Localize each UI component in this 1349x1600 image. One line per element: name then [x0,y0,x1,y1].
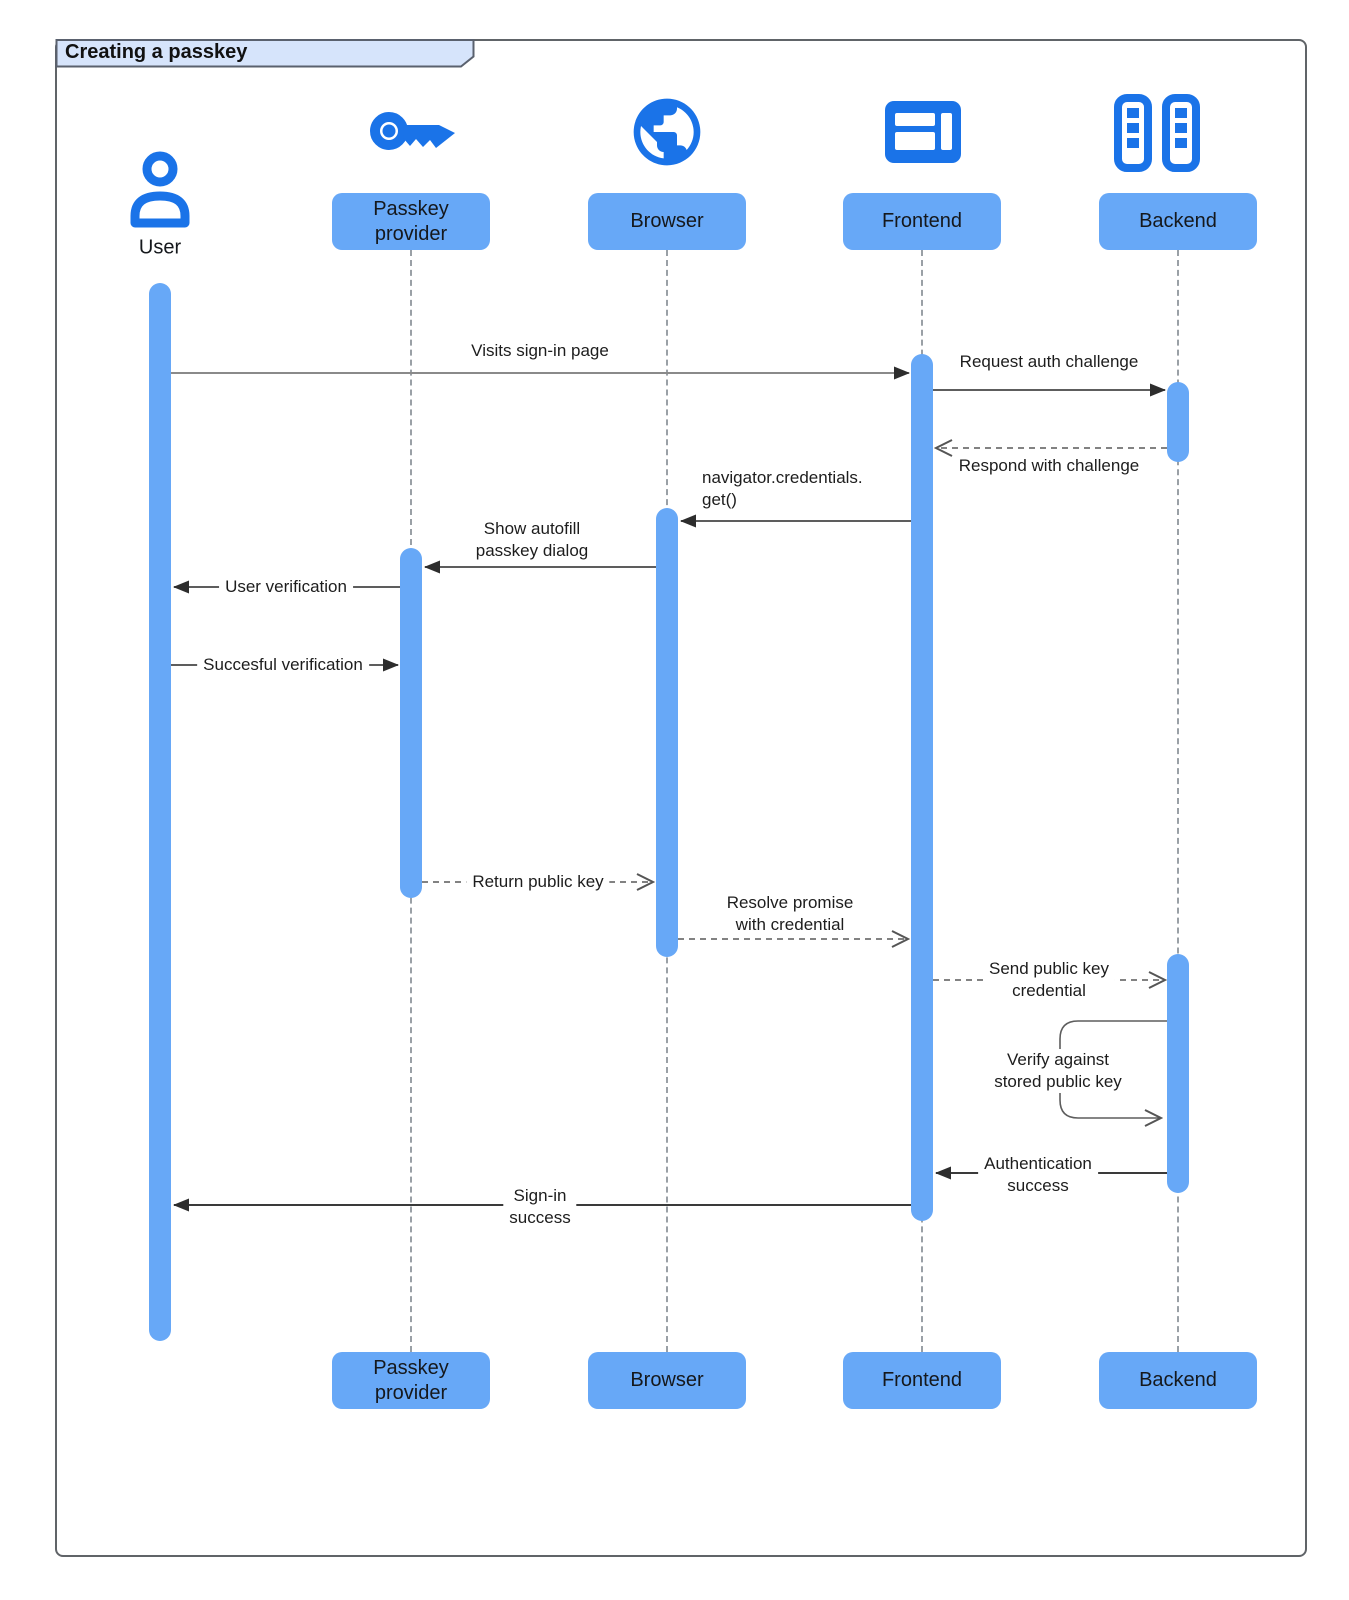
actor-box-label: Frontend [881,210,963,232]
actor-box-browser [588,193,746,250]
message-line: success [1007,1176,1069,1195]
message-line: Show autofill [483,519,581,538]
actor-box-label: Browser [630,210,704,232]
message-label-show-autofill-passkey-dialog [476,518,588,562]
actor-box-frontend [843,193,1001,250]
actor-box-label: Browser [630,1369,704,1391]
activation-bar-backend-1 [1167,382,1189,462]
actor-box-bottom-passkey-provider [332,1352,490,1409]
actor-box-label: Passkey provider [373,197,449,245]
actor-box-label: Backend [1139,1369,1217,1391]
servers-icon [1114,94,1200,172]
message-label-send-public-key-credential [983,958,1115,1002]
message-line: get() [702,490,737,509]
message-line: credential [1012,981,1086,1000]
message-label-sign-in-success [503,1185,576,1229]
actor-box-backend [1099,193,1257,250]
message-line: with credential [735,915,845,934]
message-label-navigator-credentials-get [702,467,863,511]
actor-box-label: Backend [1139,210,1217,232]
message-label-resolve-promise [727,892,854,936]
message-line: Authentication [984,1154,1092,1173]
message-line: Sign-in [513,1186,567,1205]
actor-box-bottom-backend [1099,1352,1257,1409]
message-label-succesful-verification: Succesful verification [197,654,369,676]
diagram-frame [55,39,1307,1557]
actor-box-passkey-provider [332,193,490,250]
activation-bar-backend-2 [1167,954,1189,1193]
message-line: stored public key [994,1072,1122,1091]
message-label-visits-sign-in-page: Visits sign-in page [471,341,609,360]
message-label-verify-against-stored-public-key [988,1049,1128,1093]
activation-bar-frontend [911,354,933,1221]
actor-box-label: Frontend [881,1369,963,1391]
message-line: passkey dialog [475,541,589,560]
message-line: Resolve promise [726,893,854,912]
browser-window-icon [884,100,962,164]
activation-bar-browser [656,508,678,957]
actor-box-bottom-frontend [843,1352,1001,1409]
actor-box-label: Passkey provider [373,1356,449,1404]
activation-bar-user [149,283,171,1341]
message-label-return-public-key: Return public key [466,871,609,893]
message-line: success [509,1208,571,1227]
message-label-request-auth-challenge: Request auth challenge [959,352,1139,371]
message-label-respond-with-challenge: Respond with challenge [958,456,1140,475]
message-line: Send public key [988,959,1110,978]
globe-icon [627,92,707,172]
diagram-title: Creating a passkey [65,41,248,63]
message-label-user-verification: User verification [219,576,353,598]
key-icon [366,100,458,162]
message-line: Verify against [1006,1050,1110,1069]
person-icon [124,148,196,232]
actor-label-user: User [138,236,182,259]
message-line: navigator.credentials. [702,468,863,487]
activation-bar-passkey-provider [400,548,422,898]
actor-box-bottom-browser [588,1352,746,1409]
message-label-authentication-success [978,1153,1098,1197]
